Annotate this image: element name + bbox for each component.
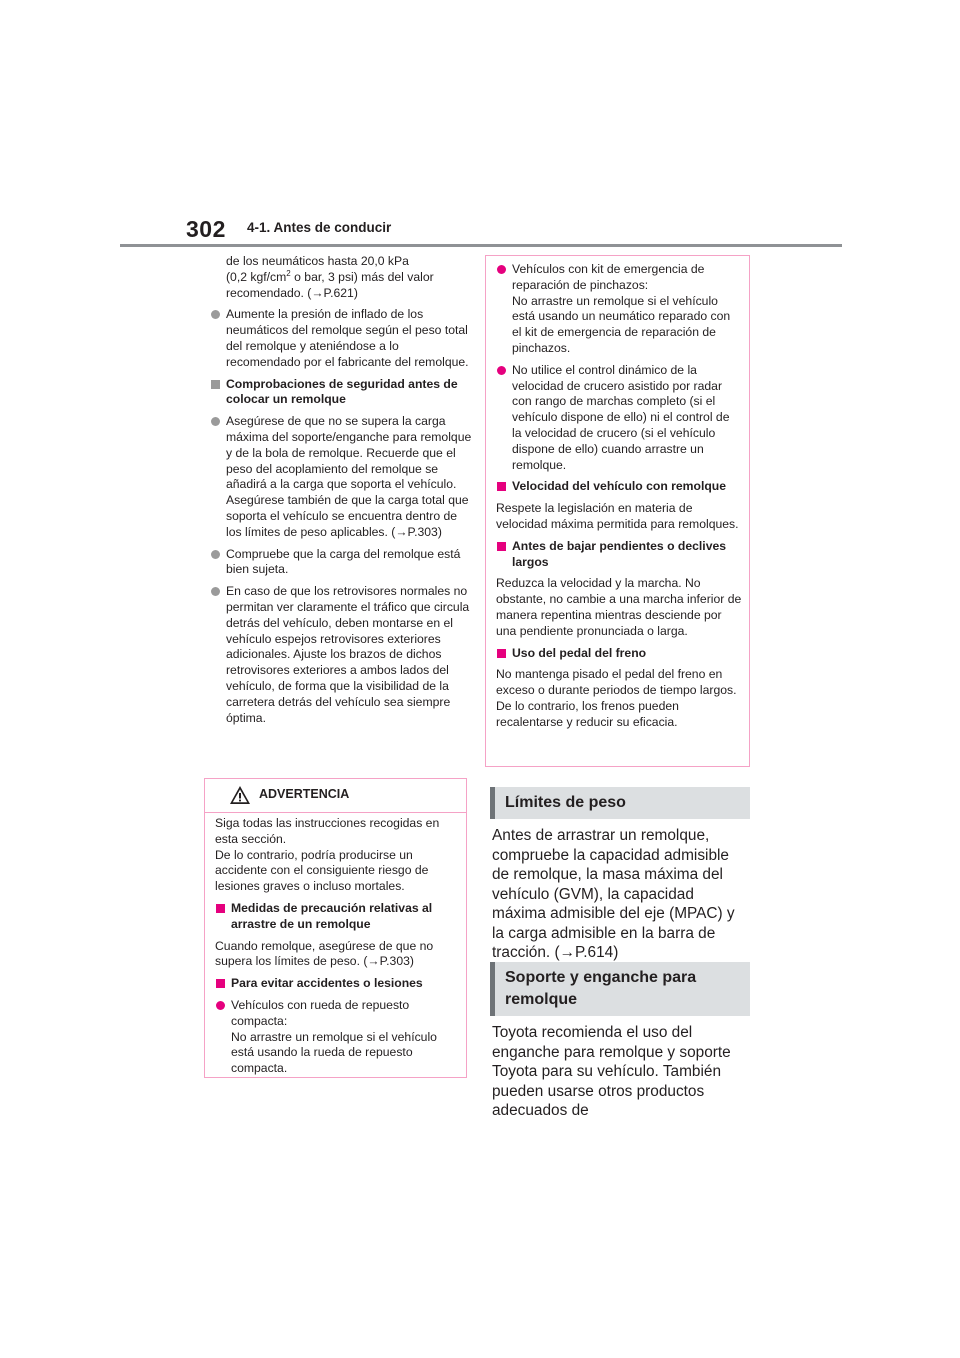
heading-precautions: Medidas de precaución relativas al arrastre de un remolque bbox=[215, 901, 460, 933]
brake-text-2: De lo contrario, los frenos pueden recalentarse y reducir su eficacia. bbox=[496, 698, 679, 729]
warning-header bbox=[205, 779, 466, 812]
spare-tire-text: No arrastre un remolque si el vehículo está usando la rueda de repuesto compacta. bbox=[231, 1029, 437, 1076]
repair-kit-text: No arrastre un remolque si el vehículo está usando un neumático reparado con el kit de emergencia de reparación de pinchazos. bbox=[512, 293, 731, 355]
section-title: 4-1. Antes de conducir bbox=[247, 220, 392, 235]
bullet-inflate: Aumente la presión de inflado de los neumáticos del remolque según el peso total del remolque y ateniéndose a lo recomendado por el fabricante del remolque. bbox=[210, 307, 472, 370]
bullet-spare-tire bbox=[215, 998, 460, 1077]
warning-box bbox=[204, 778, 467, 1078]
heading-slopes: Antes de bajar pendientes o declives largos bbox=[496, 539, 742, 571]
heading-safety-checks: Comprobaciones de seguridad antes de colocar un remolque bbox=[210, 377, 472, 409]
cont-line-1: de los neumáticos hasta 20,0 kPa bbox=[226, 254, 409, 268]
superscript: 2 bbox=[286, 268, 291, 278]
speed-text: Respete la legislación en materia de velocidad máxima permitida para remolques. bbox=[496, 501, 739, 531]
warning-intro: Siga todas las instrucciones recogidas en esta sección. bbox=[215, 816, 440, 846]
heading-hitch: Soporte y enganche para remolque bbox=[490, 962, 750, 1016]
bullet-cruise-control: No utilice el control dinámico de la velocidad de crucero asistido por radar con rango de marchas completo (si el vehículo dispone de ello) ni el control de la velocidad de crucero (si el vehículo dispone de ello) cuando arrastre un remolque. bbox=[496, 363, 742, 474]
cont-line-2a: (0,2 kgf/cm bbox=[226, 269, 287, 284]
bullet-repair-kit bbox=[496, 262, 742, 357]
warning-continuation-body bbox=[496, 262, 742, 731]
slopes-text: Reduzca la velocidad y la marcha. No obstante, no cambie a una marcha inferior de manera repentina mientras desciende por una pendiente pronunciada o larga. bbox=[496, 576, 742, 638]
repair-kit-label: Vehículos con kit de emergencia de reparación de pinchazos: bbox=[512, 262, 705, 292]
header-rule bbox=[120, 244, 842, 247]
warning-title: ADVERTENCIA bbox=[259, 787, 350, 801]
left-column bbox=[210, 254, 472, 732]
weight-limits-text: Antes de arrastrar un remolque, compruebe la capacidad admisible de remolque, la masa máxima del vehículo (GVM), la capacidad máxima admisible del eje (MPAC) y la carga admisible en la barra de tracción. (→P.614) bbox=[492, 827, 735, 961]
heading-weight-limits: Límites de peso bbox=[490, 787, 750, 819]
bullet-secure-load: Compruebe que la carga del remolque está bien sujeta. bbox=[210, 547, 472, 579]
heading-vehicle-speed: Velocidad del vehículo con remolque bbox=[496, 479, 742, 495]
spare-tire-label: Vehículos con rueda de repuesto compacta: bbox=[231, 997, 410, 1028]
brake-text: No mantenga pisado el pedal del freno en exceso o durante periodos de tiempo largos. bbox=[496, 667, 737, 698]
hitch-text: Toyota recomienda el uso del enganche para remolque y soporte Toyota para su vehículo. También pueden usarse otros productos adecuados de bbox=[492, 1024, 731, 1119]
warning-continuation-box bbox=[485, 255, 750, 767]
warning-triangle-icon bbox=[229, 785, 251, 805]
cont-line-2b: o bar, 3 psi) más del valor bbox=[290, 269, 434, 284]
bullet-mirrors: En caso de que los retrovisores normales no permitan ver claramente el tráfico que circula detrás del vehículo, deben montarse en el vehículo espejos retrovisores exteriores adicionales. Ajuste los brazos de dichos retrovisores exteriores a ambos lados del vehículo, de forma que la visibilidad de la carretera detrás del vehículo sea siempre óptima. bbox=[210, 584, 472, 726]
heading-avoid-accidents: Para evitar accidentes o lesiones bbox=[215, 976, 460, 992]
page-number: 302 bbox=[186, 216, 226, 242]
heading-brake-pedal: Uso del pedal del freno bbox=[496, 646, 742, 662]
warning-body bbox=[215, 816, 460, 1083]
warning-intro-2: De lo contrario, podría producirse un accidente con el consiguiente riesgo de lesiones graves o incluso mortales. bbox=[215, 847, 429, 894]
warning-divider bbox=[205, 812, 466, 813]
continuation-text bbox=[210, 254, 472, 301]
precautions-text: Cuando remolque, asegúrese de que no supera los límites de peso. (→P.303) bbox=[215, 938, 434, 969]
bullet-load-limit: Asegúrese de que no se supera la carga máxima del soporte/enganche para remolque y de la bola de remolque. Recuerde que el peso del acoplamiento del remolque se añadirá a la carga que soporta el vehículo. Asegúrese también de que la carga total que soporta el vehículo se encuentra dentro de los límites de peso aplicables. (→P.303) bbox=[210, 414, 472, 540]
cont-line-3: recomendado. (→P.621) bbox=[226, 285, 358, 300]
